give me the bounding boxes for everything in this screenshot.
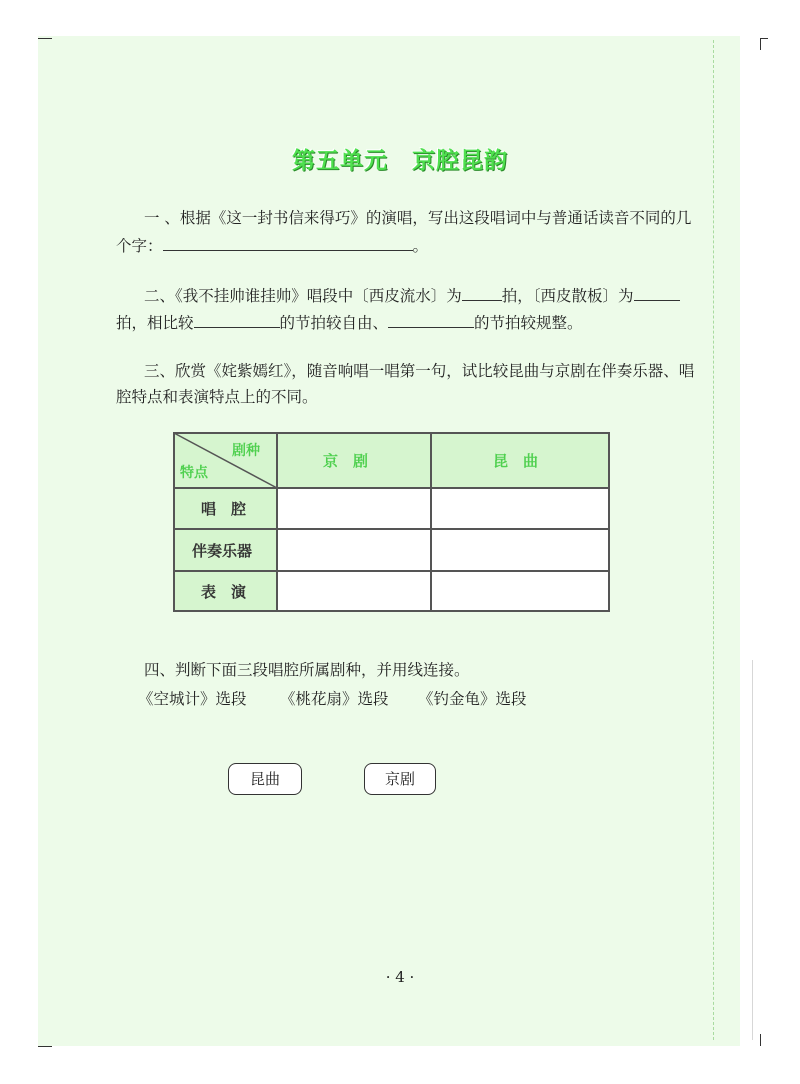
crop-mark [760,38,761,50]
excerpt-item: 《桃花扇》选段 [280,690,389,708]
row-label-accompaniment: 伴奏乐器 [192,542,253,560]
answer-blank[interactable] [388,311,474,328]
question-2-line-2 [116,311,583,334]
answer-blank[interactable] [634,284,680,301]
corner-label-bottom: 特点 [180,465,208,481]
body-fill [277,488,609,611]
question-3-line-2: 腔特点和表演特点上的不同。 [116,388,318,406]
question-2-part-c: 拍，相比较 [116,314,194,332]
right-margin [740,36,752,1046]
question-2-part-e: 的节拍较规整。 [474,314,583,332]
question-1-suffix: 。 [412,237,429,255]
question-1-line-2 [116,234,428,257]
question-2-part-a: 二、《我不挂帅谁挂帅》唱段中〔西皮流水〕为 [144,287,462,305]
row-label-singing: 唱 腔 [201,500,247,518]
question-2-line-1 [144,284,680,307]
answer-blank[interactable] [163,234,413,251]
crop-mark [38,1046,52,1047]
question-1-line-1: 一 、根据《这一封书信来得巧》的演唱，写出这段唱词中与普通话读音不同的几 [144,209,692,227]
crop-mark [38,38,52,39]
answer-blank[interactable] [462,284,502,301]
column-header-kunqu: 昆 曲 [493,452,539,470]
comparison-table [173,432,610,612]
question-3-line-1: 三、欣赏《姹紫嫣红》，随音响唱一唱第一句，试比较昆曲与京剧在伴奏乐器、唱 [144,362,695,380]
question-2-part-b: 拍，〔西皮散板〕为 [501,287,634,305]
question-4-line-1: 四、判断下面三段唱腔所属剧种，并用线连接。 [144,661,470,679]
answer-blank[interactable] [194,311,280,328]
unit-title: 第五单元 京腔昆韵 [292,148,508,174]
corner-label-top: 剧种 [232,443,260,459]
question-2-part-d: 的节拍较自由、 [279,314,389,332]
row-label-performance: 表 演 [201,583,247,601]
opera-box-jingju[interactable]: 京剧 [364,763,436,795]
crop-mark [760,38,768,39]
crop-mark [760,1034,761,1046]
question-1-prefix: 个字： [116,237,163,255]
excerpt-item: 《钓金龟》选段 [418,690,527,708]
page-number: · 4 · [385,968,415,986]
binding-dashed-line [713,40,714,1040]
excerpt-item: 《空城计》选段 [138,690,247,708]
column-header-jingju: 京 剧 [323,452,369,470]
opera-box-kunqu[interactable]: 昆曲 [228,763,302,795]
